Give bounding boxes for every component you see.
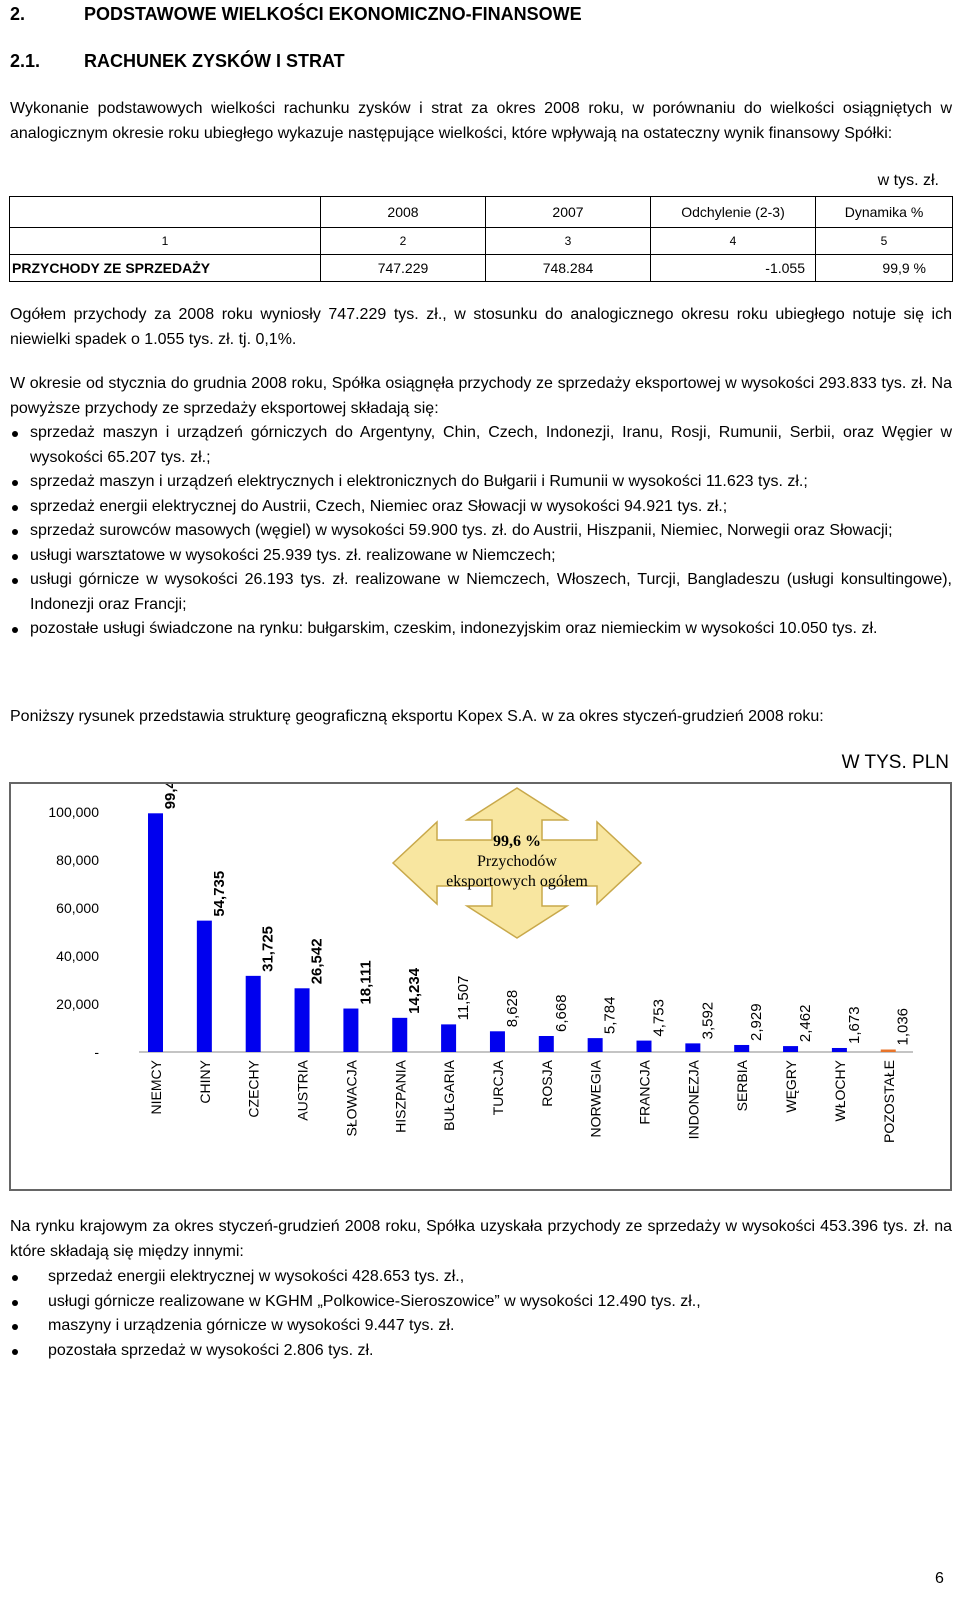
bar bbox=[148, 813, 163, 1052]
section-title: PODSTAWOWE WIELKOŚCI EKONOMICZNO-FINANSOWE bbox=[84, 4, 582, 24]
bar bbox=[246, 976, 261, 1052]
bar bbox=[685, 1043, 700, 1052]
table-header-cell: 2007 bbox=[486, 197, 651, 228]
category-label: ROSJA bbox=[538, 1060, 555, 1107]
bar bbox=[734, 1045, 749, 1052]
category-label: HISZPANIA bbox=[392, 1060, 409, 1133]
annotation-callout bbox=[393, 788, 641, 938]
table-index-cell: 4 bbox=[651, 228, 816, 255]
data-label: 11,507 bbox=[455, 975, 473, 1021]
bar bbox=[343, 1009, 358, 1052]
category-label: WĘGRY bbox=[783, 1060, 800, 1113]
list-item: sprzedaż energii elektrycznej w wysokości 428.653 tys. zł., bbox=[10, 1265, 952, 1290]
subsection-title: RACHUNEK ZYSKÓW I STRAT bbox=[84, 51, 345, 71]
category-label: SERBIA bbox=[734, 1060, 751, 1112]
y-tick-label: 80,000 bbox=[56, 852, 99, 868]
category-label: NORWEGIA bbox=[587, 1060, 604, 1138]
data-label: 31,725 bbox=[259, 925, 277, 972]
table-index-cell: 3 bbox=[486, 228, 651, 255]
bar bbox=[783, 1046, 798, 1052]
data-label: 26,542 bbox=[308, 938, 326, 985]
y-tick-label: - bbox=[94, 1044, 99, 1060]
export-paragraph: W okresie od stycznia do grudnia 2008 roku, Spółka osiągnęła przychody ze sprzedaży eksportowej w wysokości 293.833 tys. zł. Na powyższe przychody ze sprzedaży eksportowej składają się: bbox=[10, 375, 952, 417]
table-index-cell: 5 bbox=[816, 228, 953, 255]
table-row bbox=[10, 255, 953, 282]
data-label: 54,735 bbox=[210, 870, 228, 917]
data-label: 4,753 bbox=[650, 999, 668, 1037]
category-label: AUSTRIA bbox=[294, 1060, 311, 1121]
category-label: TURCJA bbox=[489, 1060, 506, 1116]
bar bbox=[881, 1050, 896, 1052]
table-header-cell: 2008 bbox=[321, 197, 486, 228]
unit-label: w tys. zł. bbox=[877, 172, 939, 189]
data-label: 5,784 bbox=[601, 996, 619, 1035]
category-label: BUŁGARIA bbox=[441, 1060, 458, 1131]
domestic-paragraph: Na rynku krajowym za okres styczeń-grudzień 2008 roku, Spółka uzyskała przychody ze sprzedaży w wysokości 453.396 tys. zł. na które składają się między innymi: bbox=[10, 1218, 952, 1260]
category-label: NIEMCY bbox=[148, 1060, 164, 1115]
table-cell: 747.229 bbox=[321, 255, 486, 282]
table-header-row bbox=[10, 197, 953, 228]
bar bbox=[197, 921, 212, 1052]
y-tick-label: 60,000 bbox=[56, 900, 99, 916]
category-label: WŁOCHY bbox=[831, 1060, 848, 1122]
y-tick-label: 20,000 bbox=[56, 996, 99, 1012]
bar bbox=[490, 1031, 505, 1052]
bar bbox=[295, 988, 310, 1052]
annotation-text: 99,6 % bbox=[493, 833, 541, 850]
y-tick-label: 40,000 bbox=[56, 948, 99, 964]
subsection-number: 2.1. bbox=[10, 51, 41, 71]
section-heading bbox=[10, 4, 582, 25]
intro-paragraph: Wykonanie podstawowych wielkości rachunku zysków i strat za okres 2008 roku, w porównaniu do wielkości osiągniętych w analogicznym okresie roku ubiegłego wykazuje następujące wielkości, które wpływają na ostateczny wynik finansowy Spółki: bbox=[10, 100, 952, 142]
data-label: 2,929 bbox=[748, 1003, 766, 1041]
data-label: 99,455 bbox=[162, 784, 179, 810]
chart-intro-paragraph: Poniższy rysunek przedstawia strukturę geograficzną eksportu Kopex S.A. w za okres styczeń-grudzień 2008 roku: bbox=[10, 708, 824, 725]
export-structure-chart bbox=[9, 782, 952, 1191]
category-label: POZOSTAŁE bbox=[880, 1060, 897, 1143]
data-label: 2,462 bbox=[797, 1004, 815, 1043]
category-label: CZECHY bbox=[245, 1060, 262, 1118]
table-cell: 99,9 % bbox=[816, 255, 953, 282]
bar bbox=[392, 1018, 407, 1052]
data-label: 3,592 bbox=[699, 1001, 717, 1040]
bar bbox=[539, 1036, 554, 1052]
category-label: FRANCJA bbox=[636, 1060, 653, 1125]
domestic-list bbox=[10, 1265, 952, 1363]
subsection-heading bbox=[10, 51, 345, 72]
list-item: sprzedaż energii elektrycznej do Austrii, Czech, Niemiec oraz Słowacji w wysokości 94.921 tys. zł.; bbox=[10, 495, 952, 520]
y-tick-label: 100,000 bbox=[48, 804, 99, 820]
bar bbox=[637, 1041, 652, 1052]
list-item: sprzedaż surowców masowych (węgiel) w wysokości 59.900 tys. zł. do Austrii, Hiszpanii, Niemiec, Norwegii oraz Słowacji; bbox=[10, 519, 952, 544]
list-item: pozostała sprzedaż w wysokości 2.806 tys. zł. bbox=[10, 1339, 952, 1364]
list-item: usługi warsztatowe w wysokości 25.939 tys. zł. realizowane w Niemczech; bbox=[10, 544, 952, 569]
category-label: SŁOWACJA bbox=[343, 1060, 360, 1137]
table-index-row bbox=[10, 228, 953, 255]
revenue-summary-paragraph: Ogółem przychody za 2008 roku wyniosły 747.229 tys. zł., w stosunku do analogicznego okresu roku ubiegłego notuje się ich niewielki spadek o 1.055 tys. zł. tj. 0,1%. bbox=[10, 306, 952, 348]
table-index-cell: 1 bbox=[10, 228, 321, 255]
bar bbox=[832, 1048, 847, 1052]
table-cell: 748.284 bbox=[486, 255, 651, 282]
category-label: INDONEZJA bbox=[685, 1060, 702, 1140]
export-bar-chart bbox=[11, 784, 950, 1189]
financial-table bbox=[9, 196, 953, 282]
table-header-cell: Odchylenie (2-3) bbox=[651, 197, 816, 228]
data-label: 6,668 bbox=[552, 994, 570, 1032]
list-item: sprzedaż maszyn i urządzeń górniczych do Argentyny, Chin, Czech, Indonezji, Iranu, Rosji, Rumunii, Serbii, oraz Węgier w wysokości 65.207 tys. zł.; bbox=[10, 421, 952, 470]
table-header-cell bbox=[10, 197, 321, 228]
list-item: usługi górnicze realizowane w KGHM „Polkowice-Sieroszowice” w wysokości 12.490 tys. zł., bbox=[10, 1290, 952, 1315]
list-item: pozostałe usługi świadczone na rynku: bułgarskim, czeskim, indonezyjskim oraz niemieckim w wysokości 10.050 tys. zł. bbox=[10, 617, 952, 642]
list-item: usługi górnicze w wysokości 26.193 tys. zł. realizowane w Niemczech, Włoszech, Turcji, Bangladeszu (usługi konsultingowe), Indonezji oraz Francji; bbox=[10, 568, 952, 617]
bar bbox=[588, 1038, 603, 1052]
chart-unit-label: W TYS. PLN bbox=[841, 752, 949, 773]
page-number: 6 bbox=[935, 1570, 944, 1587]
list-item: sprzedaż maszyn i urządzeń elektrycznych i elektronicznych do Bułgarii i Rumunii w wysokości 11.623 tys. zł.; bbox=[10, 470, 952, 495]
annotation-text: eksportowych ogółem bbox=[446, 873, 588, 890]
data-label: 8,628 bbox=[503, 989, 521, 1028]
data-label: 14,234 bbox=[406, 967, 424, 1014]
section-number: 2. bbox=[10, 4, 26, 24]
category-label: CHINY bbox=[196, 1060, 213, 1104]
table-header-cell: Dynamika % bbox=[816, 197, 953, 228]
bar bbox=[441, 1024, 456, 1052]
data-label: 18,111 bbox=[357, 960, 375, 1005]
data-label: 1,036 bbox=[894, 1007, 912, 1046]
table-index-cell: 2 bbox=[321, 228, 486, 255]
data-label: 1,673 bbox=[845, 1006, 863, 1044]
table-cell: -1.055 bbox=[651, 255, 816, 282]
annotation-text: Przychodów bbox=[477, 853, 557, 870]
list-item: maszyny i urządzenia górnicze w wysokości 9.447 tys. zł. bbox=[10, 1314, 952, 1339]
export-list bbox=[10, 421, 952, 642]
table-cell: PRZYCHODY ZE SPRZEDAŻY bbox=[10, 255, 321, 282]
